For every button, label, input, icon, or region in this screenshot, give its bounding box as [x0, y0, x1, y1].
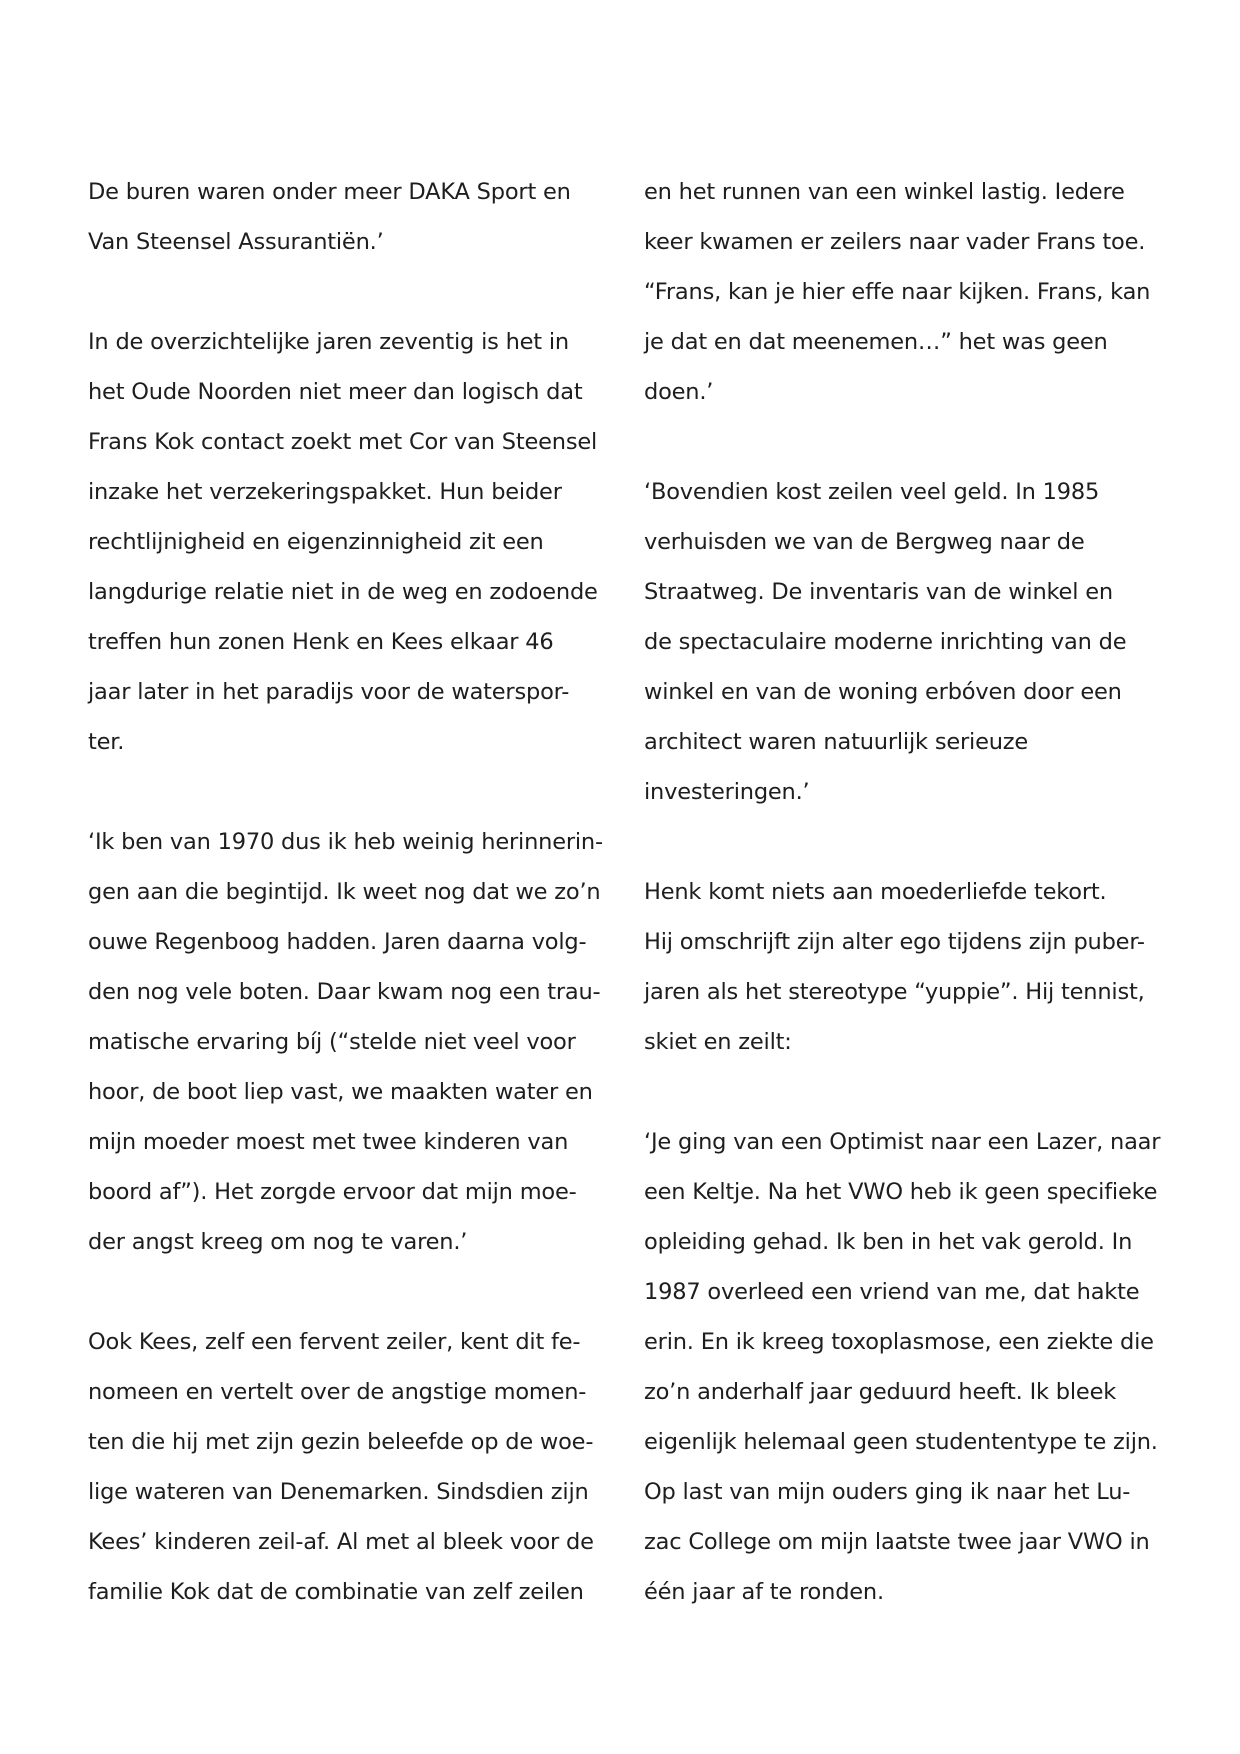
text-line: keer kwamen er zeilers naar vader Frans toe. [644, 229, 1146, 255]
paragraph-gap [644, 417, 1204, 467]
text-line: je dat en dat meenemen…” het was geen [644, 329, 1108, 355]
text-line: zac College om mijn laatste twee jaar VWO in [644, 1529, 1150, 1555]
text-line: rechtlijnigheid en eigenzinnigheid zit een [88, 529, 544, 555]
text-line: matische ervaring bíj (“stelde niet veel voor [88, 1029, 576, 1055]
text-line: investeringen.’ [644, 779, 810, 805]
left-column [88, 167, 648, 1617]
text-line: jaar later in het paradijs voor de waterspor- [88, 679, 570, 705]
text-line: Henk komt niets aan moederliefde tekort. [644, 879, 1107, 905]
paragraph [644, 1117, 1204, 1617]
text-line: winkel en van de woning erbóven door een [644, 679, 1122, 705]
text-line: Kees’ kinderen zeil-af. Al met al bleek voor de [88, 1529, 594, 1555]
text-line: ‘Je ging van een Optimist naar een Lazer, naar [644, 1129, 1161, 1155]
text-line: boord af”). Het zorgde ervoor dat mijn moe- [88, 1179, 577, 1205]
text-line: gen aan die begintijd. Ik weet nog dat we zo’n [88, 879, 601, 905]
text-line: lige wateren van Denemarken. Sindsdien zijn [88, 1479, 589, 1505]
paragraph-gap [88, 267, 648, 317]
text-line: treffen hun zonen Henk en Kees elkaar 46 [88, 629, 554, 655]
text-line: 1987 overleed een vriend van me, dat hakte [644, 1279, 1140, 1305]
paragraph-gap [644, 817, 1204, 867]
text-line: De buren waren onder meer DAKA Sport en [88, 179, 571, 205]
text-line: ter. [88, 729, 125, 755]
paragraph-gap [644, 1067, 1204, 1117]
text-line: skiet en zeilt: [644, 1029, 792, 1055]
text-line: ten die hij met zijn gezin beleefde op de woe- [88, 1429, 594, 1455]
text-line: Van Steensel Assurantiën.’ [88, 229, 384, 255]
paragraph [88, 817, 648, 1267]
text-line: hoor, de boot liep vast, we maakten water en [88, 1079, 593, 1105]
paragraph-gap [88, 1267, 648, 1317]
text-line: inzake het verzekeringspakket. Hun beider [88, 479, 562, 505]
text-line: doen.’ [644, 379, 714, 405]
text-line: verhuisden we van de Bergweg naar de [644, 529, 1085, 555]
paragraph [644, 167, 1204, 417]
paragraph-gap [88, 767, 648, 817]
text-line: familie Kok dat de combinatie van zelf zeilen [88, 1579, 584, 1605]
text-line: In de overzichtelijke jaren zeventig is het in [88, 329, 569, 355]
text-line: één jaar af te ronden. [644, 1579, 884, 1605]
text-line: “Frans, kan je hier effe naar kijken. Frans, kan [644, 279, 1151, 305]
text-line: ‘Bovendien kost zeilen veel geld. In 1985 [644, 479, 1100, 505]
text-line: Op last van mijn ouders ging ik naar het Lu- [644, 1479, 1131, 1505]
text-line: een Keltje. Na het VWO heb ik geen specifieke [644, 1179, 1158, 1205]
text-line: zo’n anderhalf jaar geduurd heeft. Ik bleek [644, 1379, 1117, 1405]
paragraph [88, 1317, 648, 1617]
text-line: Frans Kok contact zoekt met Cor van Steensel [88, 429, 598, 455]
text-line: het Oude Noorden niet meer dan logisch dat [88, 379, 583, 405]
text-line: Hij omschrijft zijn alter ego tijdens zijn puber- [644, 929, 1145, 955]
text-line: architect waren natuurlijk serieuze [644, 729, 1029, 755]
text-line: opleiding gehad. Ik ben in het vak gerold. In [644, 1229, 1133, 1255]
paragraph [644, 467, 1204, 817]
text-line: en het runnen van een winkel lastig. Iedere [644, 179, 1125, 205]
paragraph [88, 167, 648, 267]
text-line: langdurige relatie niet in de weg en zodoende [88, 579, 598, 605]
text-line: ouwe Regenboog hadden. Jaren daarna volg- [88, 929, 587, 955]
text-line: ‘Ik ben van 1970 dus ik heb weinig herinnerin- [88, 829, 603, 855]
text-line: Ook Kees, zelf een fervent zeiler, kent dit fe- [88, 1329, 581, 1355]
text-line: erin. En ik kreeg toxoplasmose, een ziekte die [644, 1329, 1154, 1355]
text-line: den nog vele boten. Daar kwam nog een trau- [88, 979, 601, 1005]
text-line: Straatweg. De inventaris van de winkel en [644, 579, 1113, 605]
text-line: der angst kreeg om nog te varen.’ [88, 1229, 468, 1255]
text-line: de spectaculaire moderne inrichting van de [644, 629, 1127, 655]
right-column [644, 167, 1204, 1617]
paragraph [644, 867, 1204, 1067]
text-line: eigenlijk helemaal geen studententype te zijn. [644, 1429, 1158, 1455]
paragraph [88, 317, 648, 767]
text-line: jaren als het stereotype “yuppie”. Hij tennist, [644, 979, 1145, 1005]
text-line: nomeen en vertelt over de angstige momen- [88, 1379, 587, 1405]
text-line: mijn moeder moest met twee kinderen van [88, 1129, 569, 1155]
